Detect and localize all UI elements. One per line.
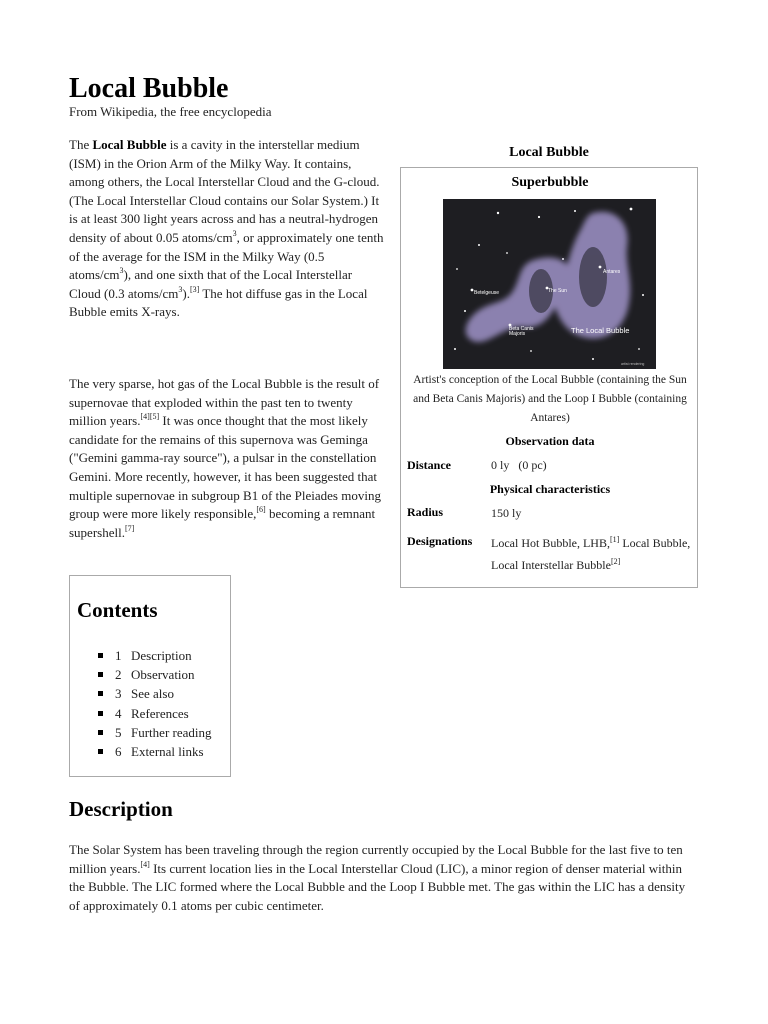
- toc-item[interactable]: [97, 723, 212, 742]
- toc-item-label: External links: [131, 744, 204, 760]
- label-local-bubble: The Local Bubble: [571, 326, 630, 335]
- intro2-text-3: becoming a remnant supershell.: [69, 506, 376, 540]
- intro1-text-4: ).: [182, 285, 191, 301]
- reference-link-4-5[interactable]: [4][5]: [140, 412, 160, 422]
- label-sun: The Sun: [548, 288, 567, 294]
- label-beta-canis-majoris-1: Beta Canis: [509, 326, 534, 332]
- intro-paragraph-1: [69, 136, 385, 322]
- toc-item[interactable]: [97, 684, 212, 703]
- toc-item[interactable]: [97, 704, 212, 723]
- designations-text-2: Local Bubble, Local Interstellar Bubble: [491, 536, 691, 572]
- reference-link-3[interactable]: [3]: [190, 284, 200, 294]
- distance-label: Distance: [407, 458, 451, 472]
- intro1-text-3: ), and one sixth that of the Local Interstellar Cloud (0.3 atoms/cm: [69, 267, 353, 301]
- toc-list: [97, 646, 212, 761]
- toc-item-label: See also: [131, 686, 174, 702]
- intro1-bold-term: Local Bubble: [92, 137, 167, 152]
- toc-item-number: 3: [115, 686, 122, 702]
- image-caption: Artist's conception of the Local Bubble (containing the Sun and Beta Canis Majoris) and the Loop I Bubble (containing Antares): [413, 374, 687, 424]
- description-text-2: Its current location lies in the Local Interstellar Cloud (LIC), a minor region of denser material within the Bubble. The LIC formed where the Local Bubble and the Loop I Bubble met. The gas within the LIC has a density of approximately 0.1 atoms per cubic centimeter.: [69, 860, 686, 913]
- radius-value: 150 ly: [491, 506, 522, 520]
- toc-item-number: 1: [115, 648, 122, 663]
- toc-item[interactable]: [97, 646, 212, 665]
- superscript-3: 3: [232, 228, 237, 238]
- toc-title: Contents: [77, 598, 158, 622]
- local-bubble-image[interactable]: [443, 199, 656, 369]
- designations-label: Designations: [407, 534, 473, 548]
- designations-text-1: Local Hot Bubble, LHB,: [491, 536, 610, 550]
- toc-item-label: Further reading: [131, 724, 212, 740]
- label-betelgeuse: Betelgeuse: [474, 290, 500, 296]
- image-credit: artist rendering: [621, 362, 645, 366]
- site-tagline: From Wikipedia, the free encyclopedia: [69, 104, 272, 119]
- physical-characteristics-heading: Physical characteristics: [489, 482, 611, 496]
- intro1-text-5: The hot diffuse gas in the Local Bubble emits X-rays.: [69, 285, 368, 320]
- label-antares: Antares: [603, 269, 621, 275]
- designations-value: [491, 532, 695, 576]
- intro1-text-2: , or approximately one tenth of the average for the ISM in the Milky Way (0.5 atoms/cm: [69, 229, 384, 283]
- toc-item-number: 4: [115, 705, 122, 721]
- description-text-1: The Solar System has been traveling through the region currently occupied by the Local Bubble for the last five to ten million years.: [69, 842, 683, 876]
- toc-item-label: Description: [131, 648, 192, 663]
- intro1-text-1: is a cavity in the interstellar medium (ISM) in the Orion Arm of the Milky Way. It contains, among others, the Local Interstellar Cloud and the G-cloud. (The Local Interstellar Cloud contains our Solar System.) It is at least 300 light years across and has a neutral-hydrogen density of about 0.05 atoms/cm: [69, 137, 380, 245]
- table-of-contents: [69, 575, 231, 777]
- radius-label: Radius: [407, 505, 444, 519]
- reference-link-7[interactable]: [7]: [124, 523, 135, 533]
- page-title: Local Bubble: [69, 73, 229, 104]
- infobox: [400, 167, 698, 588]
- distance-value: 0 ly (0 pc): [491, 458, 547, 472]
- reference-link-1[interactable]: [1]: [609, 535, 620, 544]
- superscript-3: 3: [178, 284, 183, 294]
- intro1-lead: The: [69, 137, 93, 152]
- section-heading-description: Description: [69, 797, 173, 821]
- toc-item-number: 5: [115, 724, 122, 740]
- toc-item[interactable]: [97, 742, 212, 761]
- observation-data-heading: Observation data: [505, 434, 595, 448]
- intro2-text-2: It was once thought that the most likely candidate for the remains of this supernova was Geminga ("Gemini gamma-ray source"), a pulsar in the constellation Gemini. More recently, however, it has been suggested that multiple supernovae in subgroup B1 of the Pleiades moving group were more likely responsible,: [69, 413, 381, 522]
- toc-item-label: Observation: [131, 667, 195, 683]
- toc-item-number: 2: [115, 667, 122, 683]
- reference-link-4[interactable]: [4]: [140, 859, 150, 869]
- reference-link-2[interactable]: [2]: [610, 557, 621, 566]
- infobox-heading: Superbubble: [511, 175, 589, 190]
- description-paragraph: [69, 841, 693, 915]
- intro2-text-1: The very sparse, hot gas of the Local Bubble is the result of supernovae that exploded within the past ten to twenty million years.: [69, 376, 380, 429]
- superscript-3: 3: [119, 266, 124, 276]
- label-beta-canis-majoris-2: Majoris: [509, 331, 526, 337]
- toc-item-number: 6: [115, 744, 122, 760]
- infobox-caption: Local Bubble: [509, 145, 589, 160]
- toc-item-label: References: [131, 705, 189, 721]
- intro-paragraph-2: [69, 375, 387, 542]
- reference-link-6[interactable]: [6]: [256, 505, 266, 515]
- toc-item[interactable]: [97, 665, 212, 684]
